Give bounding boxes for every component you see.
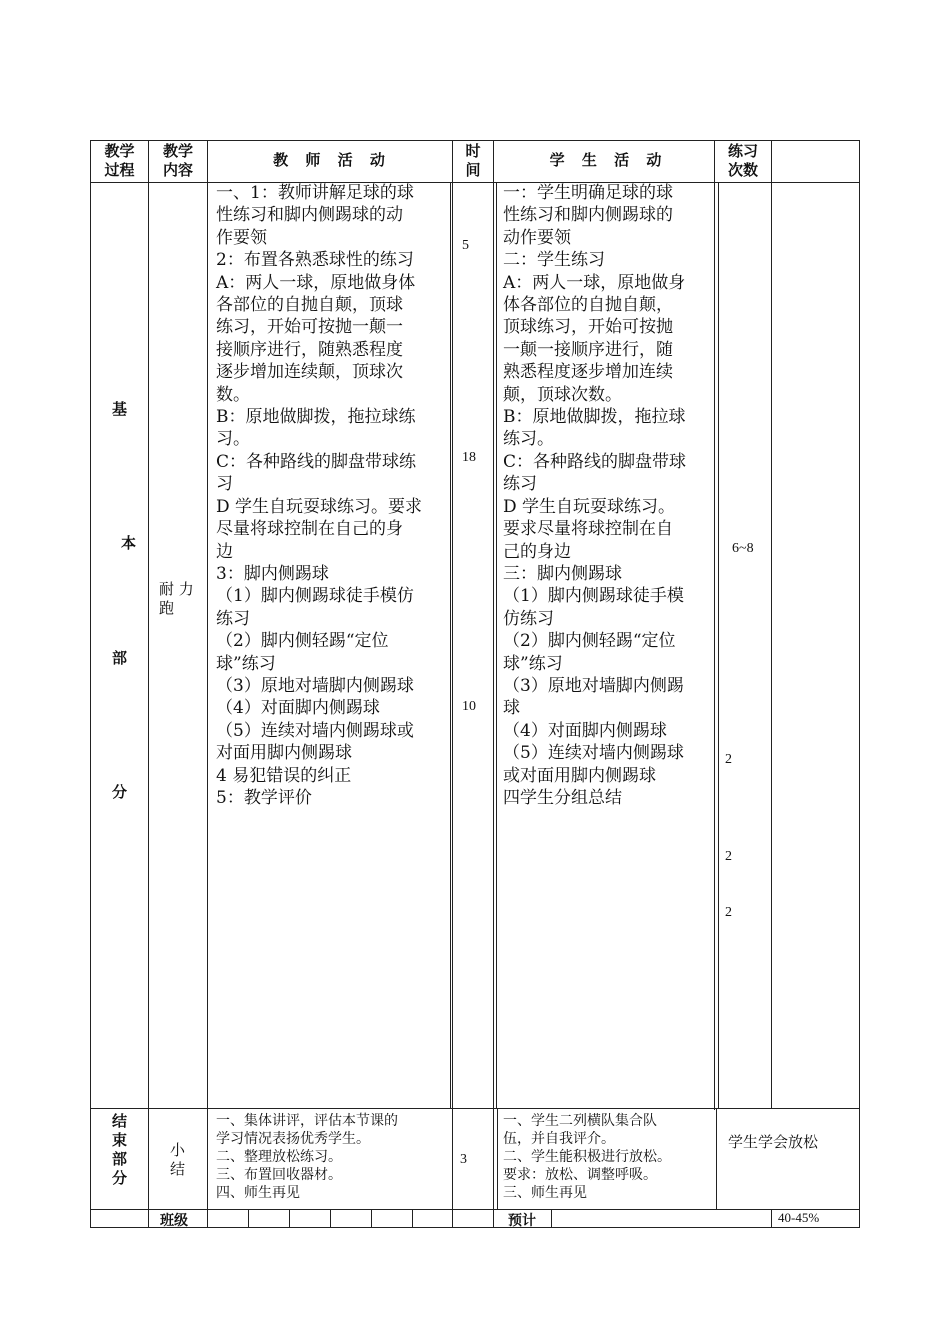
text-line: 3：脚内侧踢球 <box>216 563 329 584</box>
text-line: C：各种路线的脚盘带球 <box>503 451 687 472</box>
text-line: 一、集体讲评，评估本节课的 <box>216 1113 398 1129</box>
text-line: 习。 <box>216 429 250 450</box>
text-line: 一颠一接顺序进行，随 <box>503 339 673 360</box>
text-line: 三、布置回收器材。 <box>216 1167 342 1183</box>
text-line: 一、1：教师讲解足球的球 <box>216 183 414 203</box>
text-line: 练习。 <box>503 429 554 450</box>
text-line: D 学生自玩耍球练习。要求 <box>216 496 423 517</box>
header-reps: 练习 次数 <box>727 142 758 179</box>
text-line: 对面用脚内侧踢球 <box>216 743 352 764</box>
basic-time: 10 <box>462 699 476 714</box>
basic-process-char: 本 <box>121 534 137 552</box>
text-line: 己的身边 <box>503 541 571 562</box>
text-line: 各部位的自抛自颠，顶球 <box>216 295 403 316</box>
header-time: 时 间 <box>465 142 481 179</box>
text-line: 三、师生再见 <box>503 1185 587 1201</box>
text-line: 学习情况表扬优秀学生。 <box>216 1131 370 1147</box>
text-line: 练习，开始可按抛一颠一 <box>216 317 403 338</box>
text-line: 2：布置各熟悉球性的练习 <box>216 250 414 271</box>
text-line: 练习 <box>503 474 537 495</box>
ending-teacher-activity <box>216 1112 398 1202</box>
text-line: 三：脚内侧踢球 <box>503 563 622 584</box>
basic-teacher-activity <box>216 182 422 809</box>
text-line: （2）脚内侧轻踢“定位 <box>503 631 676 652</box>
text-line: 逐步增加连续颠，顶球次 <box>216 362 403 383</box>
text-line: 一：学生明确足球的球 <box>503 183 673 203</box>
text-line: 熟悉程度逐步增加连续 <box>503 362 673 383</box>
text-line: （3）原地对墙脚内侧踢球 <box>216 675 414 696</box>
text-line: 球”练习 <box>503 653 563 674</box>
text-line: B：原地做脚拨，拖拉球 <box>503 407 686 428</box>
basic-time: 18 <box>462 450 476 465</box>
header-content: 教学 内容 <box>162 142 193 179</box>
text-line: 数。 <box>216 384 250 405</box>
text-line: 边 <box>216 541 233 562</box>
basic-reps: 2 <box>725 849 732 864</box>
basic-process-char: 分 <box>112 783 128 801</box>
header-process: 教学 过程 <box>104 142 135 179</box>
basic-process-char: 基 <box>112 400 128 418</box>
text-line: （2）脚内侧轻踢“定位 <box>216 631 389 652</box>
estimate-value: 40-45% <box>778 1210 820 1225</box>
text-line: 性练习和脚内侧踢球的 <box>503 205 673 226</box>
estimate-label: 预计 <box>508 1213 536 1229</box>
text-line: （5）连续对墙内侧踢球或 <box>216 720 414 741</box>
text-line: 练习 <box>216 608 250 629</box>
text-line: 球 <box>503 698 520 719</box>
text-line: 接顺序进行，随熟悉程度 <box>216 339 403 360</box>
ending-process: 结 束 部 分 <box>112 1112 128 1187</box>
text-line: B：原地做脚拨，拖拉球练 <box>216 407 416 428</box>
header-student-activity: 学 生 活 动 <box>549 151 662 169</box>
basic-reps: 6~8 <box>732 541 754 556</box>
text-line: 动作要领 <box>503 227 571 248</box>
text-line: 四学生分组总结 <box>503 787 622 808</box>
text-line: 二、整理放松练习。 <box>216 1149 342 1165</box>
text-line: （1）脚内侧踢球徒手模 <box>503 586 684 607</box>
text-line: 顶球练习，开始可按抛 <box>503 317 673 338</box>
text-line: （1）脚内侧踢球徒手模仿 <box>216 586 414 607</box>
basic-reps: 2 <box>725 905 732 920</box>
ending-time: 3 <box>460 1152 467 1167</box>
text-line: 二、学生能积极进行放松。 <box>503 1149 671 1165</box>
text-line: 颠，顶球次数。 <box>503 384 622 405</box>
ending-content: 小 结 <box>170 1141 186 1178</box>
text-line: 作要领 <box>216 227 267 248</box>
text-line: （5）连续对墙内侧踢球 <box>503 743 684 764</box>
text-line: 4 易犯错误的纠正 <box>216 765 352 786</box>
basic-process-char: 部 <box>112 649 128 667</box>
text-line: D 学生自玩耍球练习。 <box>503 496 676 517</box>
header-teacher-activity: 教 师 活 动 <box>273 151 385 169</box>
text-line: 性练习和脚内侧踢球的动 <box>216 205 403 226</box>
basic-content: 耐 力 跑 <box>159 580 194 617</box>
text-line: 仿练习 <box>503 608 554 629</box>
ending-note: 学生学会放松 <box>728 1133 819 1151</box>
text-line: （4）对面脚内侧踢球 <box>216 698 380 719</box>
text-line: 球”练习 <box>216 653 276 674</box>
basic-reps: 2 <box>725 752 732 767</box>
text-line: （4）对面脚内侧踢球 <box>503 720 667 741</box>
text-line: 一、学生二列横队集合队 <box>503 1113 657 1129</box>
text-line: 伍，并自我评介。 <box>503 1131 615 1147</box>
text-line: C：各种路线的脚盘带球练 <box>216 451 417 472</box>
text-line: 尽量将球控制在自己的身 <box>216 519 403 540</box>
text-line: 习 <box>216 474 233 495</box>
ending-student-activity <box>503 1112 671 1202</box>
text-line: 5：教学评价 <box>216 787 312 808</box>
text-line: A：两人一球，原地做身体 <box>216 272 416 293</box>
text-line: 二：学生练习 <box>503 250 605 271</box>
text-line: 要求：放松、调整呼吸。 <box>503 1167 657 1183</box>
text-line: （3）原地对墙脚内侧踢 <box>503 675 684 696</box>
basic-time: 5 <box>462 238 469 253</box>
class-label: 班级 <box>160 1213 188 1229</box>
basic-student-activity <box>503 182 686 809</box>
text-line: 要求尽量将球控制在自 <box>503 519 673 540</box>
text-line: 体各部位的自抛自颠， <box>503 295 673 316</box>
text-line: 四、师生再见 <box>216 1185 300 1201</box>
text-line: A：两人一球，原地做身 <box>503 272 686 293</box>
text-line: 或对面用脚内侧踢球 <box>503 765 656 786</box>
